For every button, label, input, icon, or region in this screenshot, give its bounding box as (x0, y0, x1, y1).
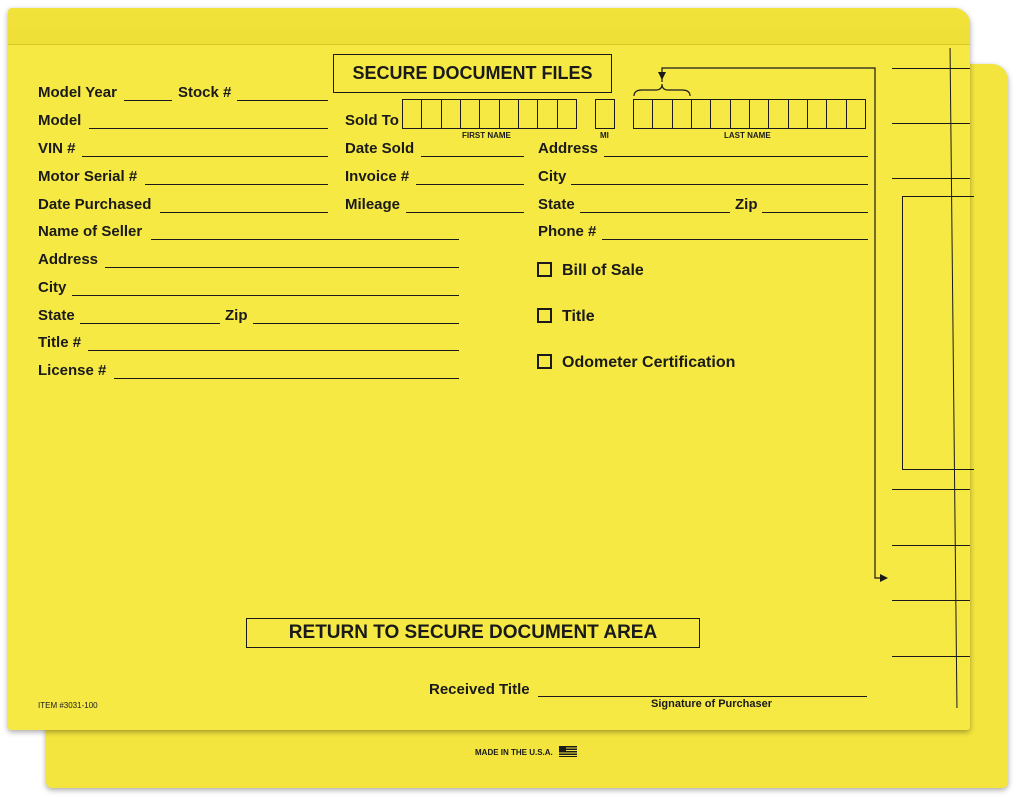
date-sold-label: Date Sold (345, 140, 415, 157)
vin-label: VIN # (38, 140, 76, 157)
first-name-boxes[interactable] (402, 99, 577, 129)
date-sold-field[interactable] (421, 156, 524, 157)
buyer-address-field[interactable] (604, 156, 868, 157)
stock-label: Stock # (178, 84, 232, 101)
odometer-certification-label: Odometer Certification (562, 354, 736, 371)
model-field[interactable] (89, 128, 328, 129)
edge-rule (892, 123, 970, 124)
middle-initial-caption: MI (600, 131, 609, 140)
buyer-state-label: State (538, 196, 575, 213)
title-label: Title (562, 308, 595, 325)
name-of-seller-field[interactable] (151, 239, 459, 240)
received-title-label: Received Title (429, 681, 530, 698)
motor-serial-field[interactable] (145, 184, 328, 185)
return-banner: RETURN TO SECURE DOCUMENT AREA (246, 618, 700, 648)
page-title: SECURE DOCUMENT FILES (333, 54, 612, 93)
model-year-field[interactable] (124, 100, 172, 101)
name-of-seller-label: Name of Seller (38, 223, 143, 240)
date-purchased-field[interactable] (160, 212, 328, 213)
seller-address-field[interactable] (105, 267, 459, 268)
mileage-label: Mileage (345, 196, 401, 213)
date-purchased-label: Date Purchased (38, 196, 152, 213)
folder-tab-edge (8, 8, 970, 45)
model-label: Model (38, 112, 82, 129)
seller-city-field[interactable] (72, 295, 459, 296)
vin-field[interactable] (82, 156, 328, 157)
seller-city-label: City (38, 279, 67, 296)
edge-rule (892, 656, 970, 657)
sold-to-label: Sold To (345, 112, 399, 129)
invoice-field[interactable] (416, 184, 524, 185)
invoice-label: Invoice # (345, 168, 410, 185)
made-in-usa-label: MADE IN THE U.S.A. (475, 748, 553, 757)
title-checkbox[interactable] (537, 308, 552, 323)
edge-rule (892, 68, 970, 69)
model-year-label: Model Year (38, 84, 117, 101)
item-number: ITEM #3031-100 (38, 701, 98, 710)
edge-rule (892, 178, 970, 179)
odometer-certification-checkbox[interactable] (537, 354, 552, 369)
buyer-phone-field[interactable] (602, 239, 868, 240)
seller-zip-label: Zip (225, 307, 248, 324)
us-flag-icon (559, 746, 577, 757)
seller-state-field[interactable] (80, 323, 220, 324)
seller-zip-field[interactable] (253, 323, 459, 324)
label-holder-box (902, 196, 974, 470)
bill-of-sale-checkbox[interactable] (537, 262, 552, 277)
bracket-arrow-icon (628, 60, 890, 590)
motor-serial-label: Motor Serial # (38, 168, 138, 185)
buyer-address-label: Address (538, 140, 599, 157)
license-number-label: License # (38, 362, 107, 379)
first-name-caption: FIRST NAME (462, 131, 511, 140)
buyer-zip-field[interactable] (762, 212, 868, 213)
edge-rule (892, 545, 970, 546)
buyer-city-field[interactable] (571, 184, 868, 185)
middle-initial-box[interactable] (595, 99, 615, 129)
bill-of-sale-label: Bill of Sale (562, 262, 644, 279)
buyer-state-field[interactable] (580, 212, 730, 213)
seller-state-label: State (38, 307, 75, 324)
mileage-field[interactable] (406, 212, 524, 213)
edge-rule (892, 600, 970, 601)
title-number-label: Title # (38, 334, 82, 351)
seller-address-label: Address (38, 251, 99, 268)
title-number-field[interactable] (88, 350, 459, 351)
buyer-phone-label: Phone # (538, 223, 597, 240)
stock-field[interactable] (237, 100, 328, 101)
buyer-city-label: City (538, 168, 567, 185)
last-name-caption: LAST NAME (724, 131, 771, 140)
front-folder (8, 8, 970, 730)
signature-field[interactable] (538, 696, 867, 697)
buyer-zip-label: Zip (735, 196, 758, 213)
signature-caption: Signature of Purchaser (651, 698, 773, 710)
license-number-field[interactable] (114, 378, 459, 379)
edge-rule (892, 489, 970, 490)
